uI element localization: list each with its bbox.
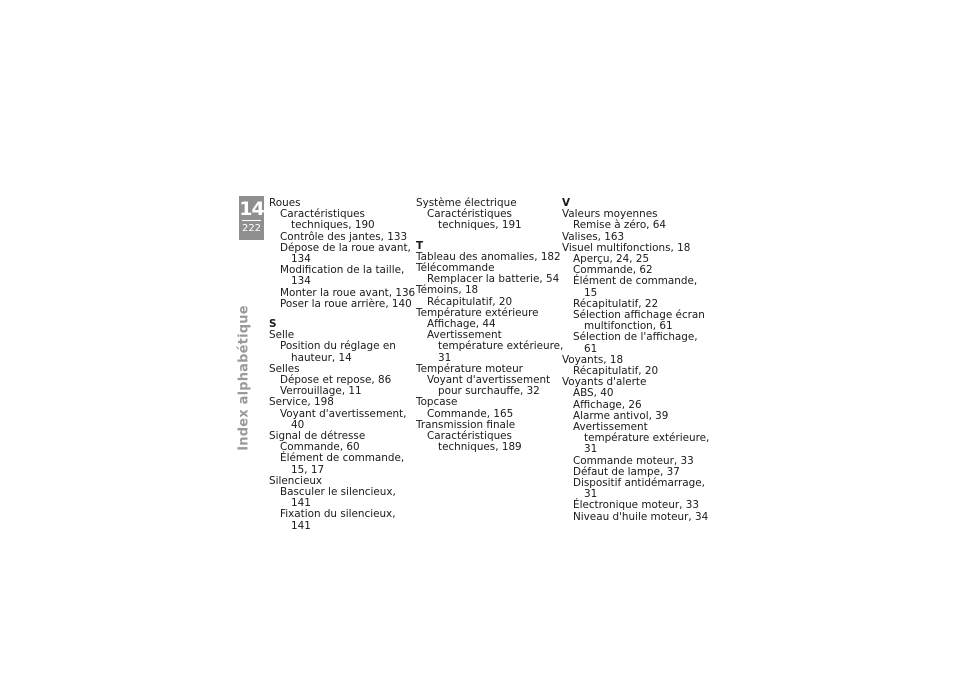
index-subentry: Alarme antivol, 39 — [573, 409, 669, 422]
index-subentry: Avertissement température extérieure, 31 — [573, 421, 710, 456]
index-entry: Voyants, 18 — [562, 353, 624, 366]
index-subentry: Dépose et repose, 86 — [280, 374, 392, 387]
index-entry: Valeurs moyennes — [562, 208, 658, 221]
index-subentry: Voyant d'avertissement, 40 — [280, 407, 407, 431]
chapter-number: 14 — [239, 198, 264, 220]
index-subentry: Récapitulatif, 22 — [573, 297, 659, 310]
index-subentry: Caractéristiques techniques, 189 — [427, 430, 522, 454]
index-entry: Selles — [269, 362, 300, 375]
index-column-3 — [562, 198, 710, 523]
index-subentry: Élément de commande, 15, 17 — [280, 452, 405, 476]
index-entry: Roues — [269, 197, 301, 209]
index-entry: Témoins, 18 — [416, 284, 479, 297]
index-entry: Selle — [269, 329, 295, 342]
index-subentry: Modification de la taille, 134 — [280, 264, 405, 288]
index-subentry: Avertissement température extérieure, 31 — [427, 329, 564, 364]
index-subentry: Défaut de lampe, 37 — [573, 465, 680, 478]
index-entry: Visuel multifonctions, 18 — [562, 241, 691, 254]
index-subentry: Affichage, 44 — [427, 318, 496, 331]
index-entry: Topcase — [416, 396, 458, 409]
index-subentry: Commande, 60 — [280, 441, 360, 454]
section-title: Index alphabétique — [236, 305, 252, 451]
index-subentry: Élément de commande, 15 — [573, 275, 698, 299]
index-subentry: Verrouillage, 11 — [280, 385, 362, 398]
index-subentry: Commande, 62 — [573, 264, 653, 277]
index-subentry: Fixation du silencieux, 141 — [280, 508, 396, 532]
index-subentry: Dépose de la roue avant, 134 — [280, 241, 411, 266]
index-entry: Tableau des anomalies, 182 — [416, 250, 561, 263]
index-subentry: Affichage, 26 — [573, 398, 642, 411]
index-subentry: Dispositif antidémarrage, 31 — [573, 477, 705, 501]
index-subentry: Commande moteur, 33 — [573, 454, 694, 467]
index-subentry: Aperçu, 24, 25 — [573, 253, 650, 266]
index-entry: Température extérieure — [416, 306, 539, 319]
index-subentry: Caractéristiques techniques, 190 — [280, 208, 375, 232]
index-subentry: Position du réglage en hauteur, 14 — [280, 340, 396, 364]
index-letter-heading: V — [562, 197, 571, 209]
index-entry: Transmission finale — [416, 418, 516, 431]
index-entry: Voyants d'alerte — [562, 376, 647, 389]
index-subentry: Électronique moteur, 33 — [573, 499, 700, 512]
chapter-divider — [242, 220, 261, 221]
index-entry: Température moteur — [416, 362, 523, 375]
index-subentry: Commande, 165 — [427, 407, 514, 420]
index-subentry: Monter la roue avant, 136 — [280, 286, 416, 299]
index-subentry: Remplacer la batterie, 54 — [427, 273, 560, 286]
index-subentry: Sélection de l'affichage, 61 — [573, 331, 698, 355]
index-entry: Service, 198 — [269, 396, 334, 409]
index-entry: Télécommande — [416, 262, 495, 275]
index-column-1 — [269, 198, 417, 532]
index-subentry: Poser la roue arrière, 140 — [280, 297, 412, 310]
index-subentry: Niveau d'huile moteur, 34 — [573, 510, 709, 523]
index-subentry: Remise à zéro, 64 — [573, 219, 667, 232]
index-column-2 — [416, 198, 564, 453]
index-entry: Signal de détresse — [269, 430, 366, 443]
index-entry: Système électrique — [416, 197, 517, 209]
page-number: 222 — [241, 223, 262, 234]
index-subentry: Contrôle des jantes, 133 — [280, 230, 408, 243]
index-subentry: Caractéristiques techniques, 191 — [427, 208, 522, 232]
index-entry: Silencieux — [269, 474, 323, 487]
index-subentry: Sélection affichage écran multifonction, 61 — [573, 309, 705, 333]
index-letter-heading: T — [416, 239, 424, 252]
index-subentry: ABS, 40 — [573, 387, 614, 400]
index-letter-heading: S — [269, 318, 277, 331]
index-subentry: Voyant d'avertissement pour surchauffe, 32 — [427, 374, 551, 398]
index-subentry: Récapitulatif, 20 — [427, 295, 513, 308]
chapter-tab — [239, 196, 264, 240]
index-entry: Valises, 163 — [562, 230, 625, 243]
index-subentry: Basculer le silencieux, 141 — [280, 486, 396, 510]
index-subentry: Récapitulatif, 20 — [573, 365, 659, 378]
